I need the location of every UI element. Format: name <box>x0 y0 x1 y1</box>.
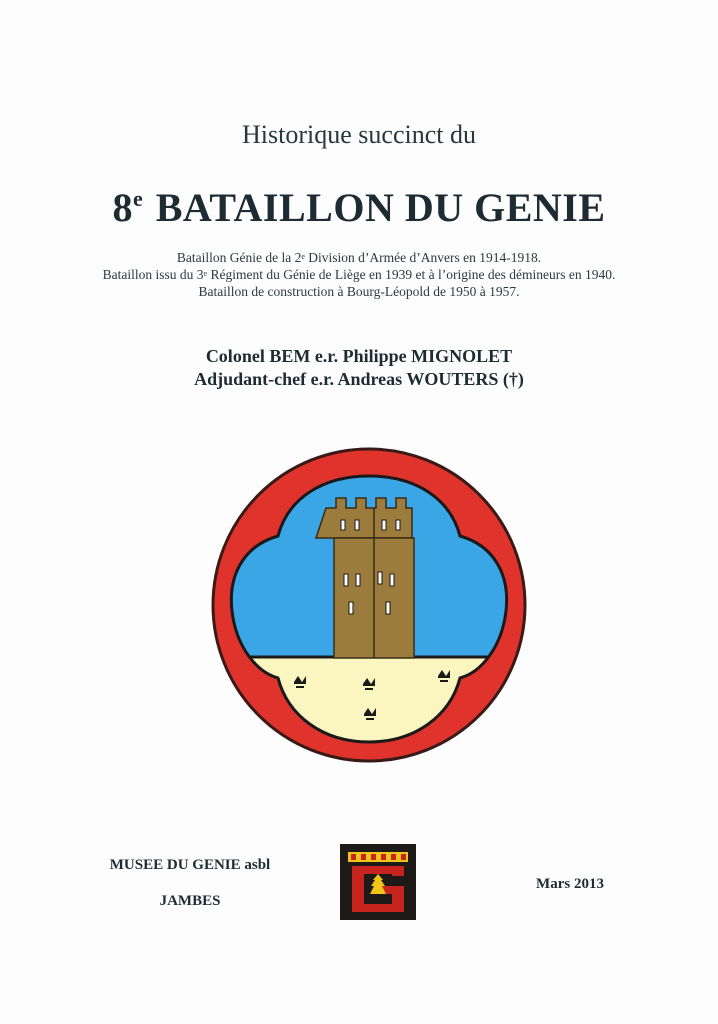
museum-logo <box>340 844 416 920</box>
subtitle-block <box>0 249 718 300</box>
logo-crown-band <box>348 852 408 862</box>
supertitle: Historique succinct du <box>242 120 476 149</box>
subtitle-line-1-sup: e <box>301 252 305 261</box>
subtitle-line-2 <box>0 266 718 283</box>
subtitle-line-1-pre: Bataillon Génie de la 2 <box>176 250 302 265</box>
publisher-name: MUSEE DU GENIE asbl <box>109 857 271 873</box>
battalion-emblem <box>210 446 528 764</box>
publisher-city: JAMBES <box>159 893 221 909</box>
title-superscript: e <box>132 186 144 211</box>
subtitle-line-2-post: Régiment du Génie de Liège en 1939 et à l’origine des démineurs en 1940. <box>207 267 616 282</box>
author-1: Colonel BEM e.r. Philippe MIGNOLET <box>205 346 513 366</box>
author-2: Adjudant-chef e.r. Andreas WOUTERS (†) <box>194 369 524 389</box>
title-number: 8 <box>112 185 133 230</box>
subtitle-line-3-pre: Bataillon de construction à Bourg-Léopold de 1950 à 1957. <box>198 284 520 299</box>
subtitle-line-2-pre: Bataillon issu du 3 <box>102 267 204 282</box>
publication-date: Mars 2013 <box>536 876 604 892</box>
subtitle-line-1 <box>0 249 718 266</box>
subtitle-line-2-sup: e <box>203 269 208 278</box>
authors-block <box>0 345 718 391</box>
subtitle-line-3 <box>0 283 718 300</box>
title-text: BATAILLON DU GENIE <box>155 185 606 230</box>
main-title <box>0 184 718 231</box>
subtitle-line-1-post: Division d’Armée d’Anvers en 1914-1918. <box>304 250 542 265</box>
